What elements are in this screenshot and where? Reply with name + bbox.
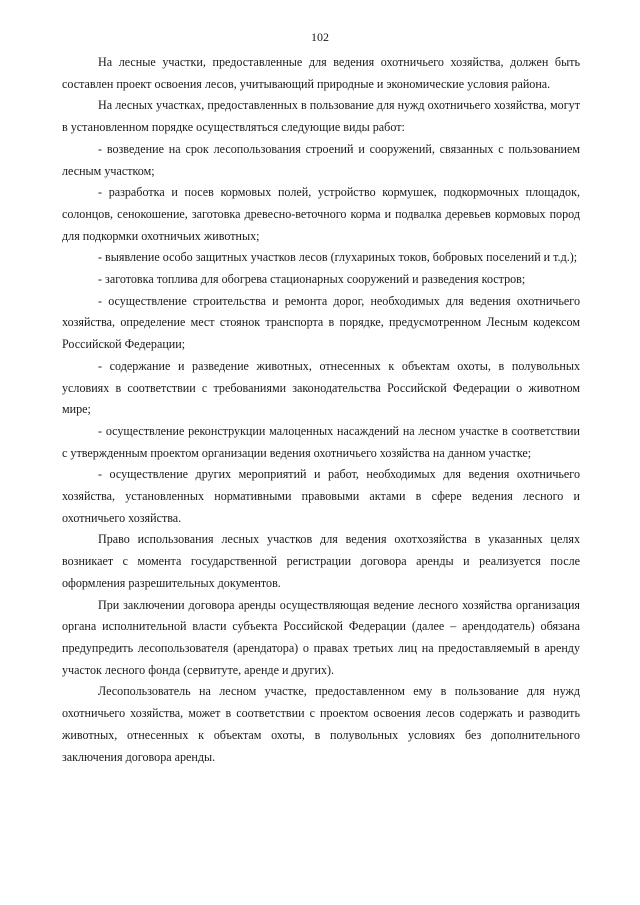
paragraph-5: - выявление особо защитных участков лесов (глухариных токов, бобровых поселений и т.д.); (98, 250, 578, 265)
paragraph-11: Право использования лесных участков для ведения охотхозяйства в указанных целях возникает с момента государственной регистрации договора аренды и реализуется после оформления разрешительных документов. (62, 532, 580, 590)
paragraph-13: Лесопользователь на лесном участке, предоставленном ему в пользование для нужд охотничьего хозяйства, может в соответствии с проектом освоения лесов содержать и разводить животных, отнесенных к объектам охоты, в полувольных условиях без дополнительного заключения договора аренды. (62, 684, 580, 764)
document-body (62, 52, 580, 768)
paragraph-12: При заключении договора аренды осуществляющая ведение лесного хозяйства организация органа исполнительной власти субъекта Российской Федерации (далее – арендодатель) обязана предупредить лесопользователя (арендатора) о правах третьих лиц на предоставляемый в аренду участок лесного фонда (сервитуте, аренде и других). (62, 597, 580, 677)
paragraph-3: - возведение на срок лесопользования строений и сооружений, связанных с пользованием лесным участком; (62, 141, 580, 178)
paragraph-8: - содержание и разведение животных, отнесенных к объектам охоты, в полувольных условиях в соответствии с требованиями законодательства Российской Федерации о животном мире; (62, 358, 580, 417)
page-number: 102 (311, 30, 329, 44)
paragraph-7: - осуществление строительства и ремонта дорог, необходимых для ведения охотничьего хозяйства, определение мест стоянок транспорта в порядке, предусмотренном Лесным кодексом Российской Федерации; (62, 293, 580, 352)
paragraph-9: - осуществление реконструкции малоценных насаждений на лесном участке в соответствии с утвержденным проектом организации ведения охотничьего хозяйства на данном участке; (62, 423, 580, 460)
paragraph-6: - заготовка топлива для обогрева стационарных сооружений и разведения костров; (98, 272, 526, 287)
paragraph-4: - разработка и посев кормовых полей, устройство кормушек, подкормочных площадок, солонцов, сенокошение, заготовка древесно-веточного корма и подвалка деревьев кормовых пород для подкормки охотничьих животных; (62, 185, 580, 243)
paragraph-10: - осуществление других мероприятий и работ, необходимых для ведения охотничьего хозяйства, установленных нормативными правовыми актами в сфере ведения лесного и охотничьего хозяйства. (62, 467, 580, 525)
paragraph-2: На лесных участках, предоставленных в пользование для нужд охотничьего хозяйства, могут в установленном порядке осуществляться следующие виды работ: (62, 98, 580, 135)
paragraph-1: На лесные участки, предоставленные для ведения охотничьего хозяйства, должен быть составлен проект освоения лесов, учитывающий природные и экономические условия района. (62, 55, 580, 91)
